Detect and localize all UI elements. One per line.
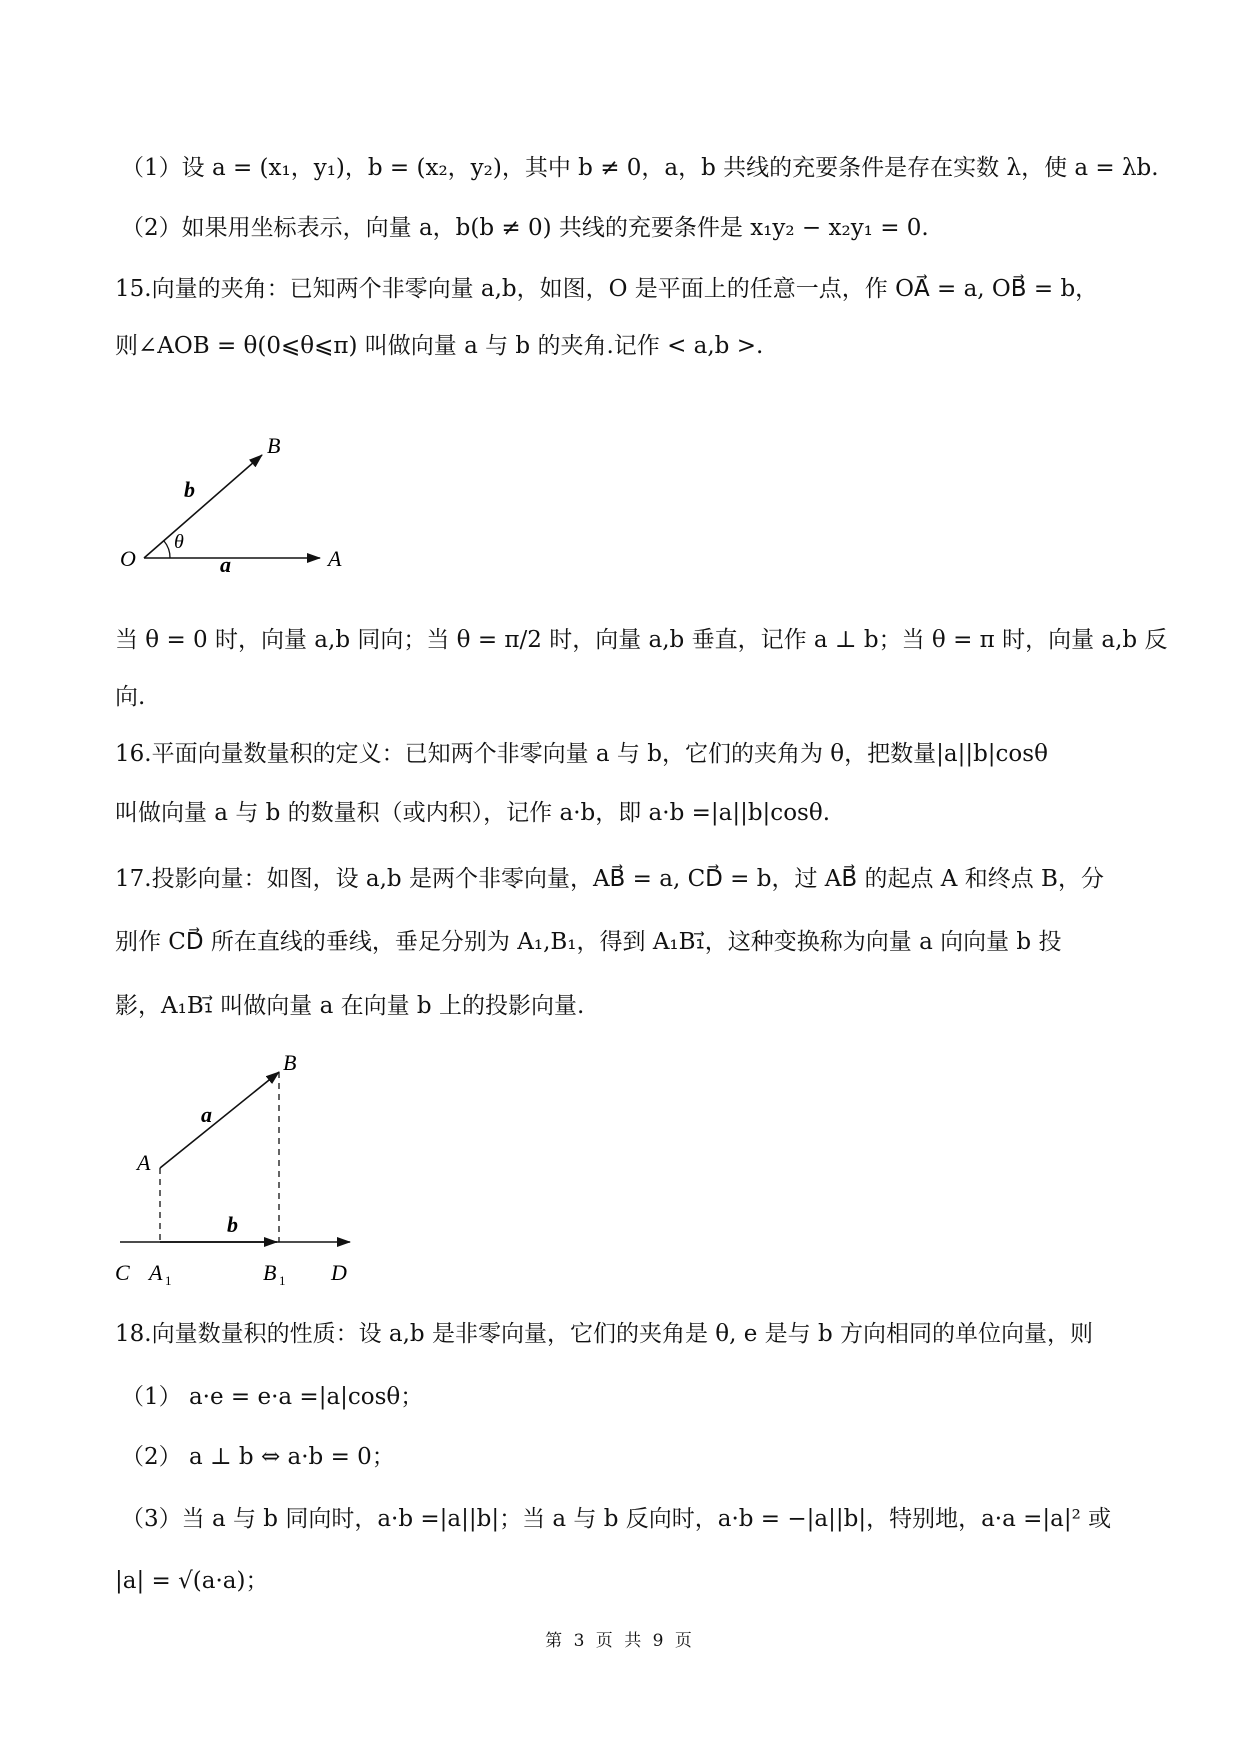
label-theta: θ (174, 531, 184, 553)
label-vector-a: a (201, 1102, 212, 1127)
vector-b-arrow (144, 455, 262, 558)
label-B1-subscript: 1 (279, 1273, 286, 1288)
paragraph-14-2: （2）如果用坐标表示，向量 a，b(b ≠ 0) 共线的充要条件是 x₁y₂ − x₂y₁ = 0. (121, 215, 929, 241)
label-A: A (137, 1150, 151, 1175)
paragraph-15-line2: 则∠AOB = θ(0⩽θ⩽π) 叫做向量 a 与 b 的夹角.记作 < a,b >. (115, 333, 764, 359)
paragraph-18-3-line1: （3）当 a 与 b 同向时，a·b =|a||b|；当 a 与 b 反向时，a·b = −|a||b|，特别地，a·a =|a|² 或 (121, 1506, 1112, 1532)
paragraph-15-line3: 当 θ = 0 时，向量 a,b 同向；当 θ = π/2 时，向量 a,b 垂直，记作 a ⊥ b；当 θ = π 时，向量 a,b 反 (115, 627, 1168, 653)
paragraph-18-3-line2: |a| = √(a·a)； (115, 1568, 269, 1594)
label-vector-b: b (184, 477, 195, 502)
paragraph-18-1: （1） a·e = e·a =|a|cosθ； (121, 1384, 424, 1410)
paragraph-17-line2: 别作 CD⃗ 所在直线的垂线，垂足分别为 A₁,B₁，得到 A₁B₁⃗，这种变换称为向量 a 向向量 b 投 (115, 929, 1062, 955)
paragraph-15-line1: 15.向量的夹角：已知两个非零向量 a,b，如图，O 是平面上的任意一点，作 OA⃗ = a, OB⃗ = b， (115, 276, 1099, 302)
paragraph-18-intro: 18.向量数量积的性质：设 a,b 是非零向量，它们的夹角是 θ, e 是与 b 方向相同的单位向量，则 (115, 1321, 1093, 1347)
label-vector-a: a (220, 552, 231, 577)
label-B: B (283, 1050, 297, 1075)
paragraph-16-line1: 16.平面向量数量积的定义：已知两个非零向量 a 与 b，它们的夹角为 θ，把数量|a||b|cosθ (115, 741, 1048, 767)
label-vector-b: b (227, 1212, 238, 1237)
angle-arc (164, 541, 170, 558)
paragraph-18-2: （2） a ⊥ b ⇔ a·b = 0； (121, 1444, 395, 1470)
label-B: B (267, 433, 281, 458)
projection-figure (105, 1050, 365, 1290)
label-A1: A (149, 1260, 163, 1285)
label-D: D (331, 1260, 347, 1285)
page-footer: 第 3 页 共 9 页 (545, 1631, 695, 1651)
paragraph-14-1: （1）设 a = (x₁，y₁)，b = (x₂，y₂)，其中 b ≠ 0，a，b 共线的充要条件是存在实数 λ，使 a = λb. (121, 155, 1159, 181)
label-O: O (120, 546, 136, 571)
paragraph-15-line4: 向. (115, 684, 146, 710)
label-A1-subscript: 1 (165, 1273, 172, 1288)
label-A: A (328, 546, 342, 571)
paragraph-17-line3: 影，A₁B₁⃗ 叫做向量 a 在向量 b 上的投影向量. (115, 993, 585, 1019)
paragraph-16-line2: 叫做向量 a 与 b 的数量积（或内积），记作 a·b，即 a·b =|a||b|cosθ. (115, 800, 830, 826)
vector-a-arrow (160, 1072, 279, 1168)
label-B1: B (263, 1260, 277, 1285)
angle-figure (110, 420, 360, 580)
paragraph-17-line1: 17.投影向量：如图，设 a,b 是两个非零向量，AB⃗ = a, CD⃗ = b，过 AB⃗ 的起点 A 和终点 B，分 (115, 866, 1104, 892)
label-C: C (115, 1260, 130, 1285)
